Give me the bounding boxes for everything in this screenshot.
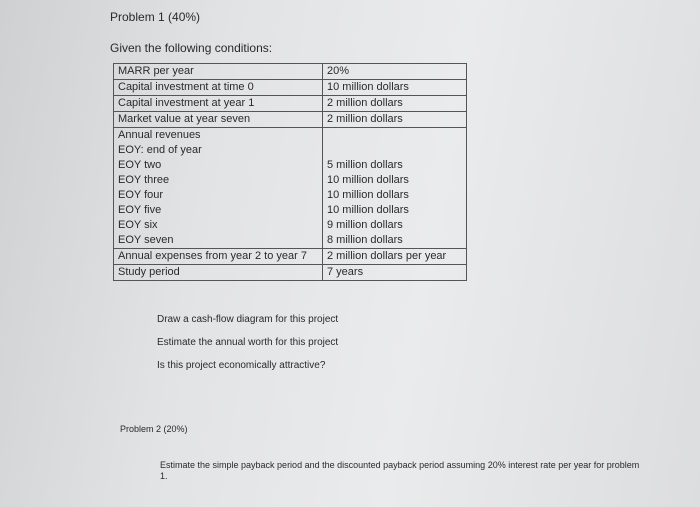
problem1-title: Problem 1 (40%) bbox=[110, 10, 201, 24]
row-value: 2 million dollars bbox=[323, 112, 467, 128]
revenue-label: EOY seven bbox=[118, 234, 174, 246]
revenue-value: 10 million dollars bbox=[327, 174, 409, 186]
table-row bbox=[114, 64, 467, 80]
row-label: Study period bbox=[114, 265, 323, 281]
row-label: Capital investment at time 0 bbox=[114, 80, 323, 96]
revenue-value: 10 million dollars bbox=[327, 204, 409, 216]
conditions-table bbox=[113, 63, 467, 281]
revenue-value bbox=[327, 143, 462, 158]
table-row bbox=[114, 265, 467, 281]
revenue-values bbox=[323, 128, 467, 249]
row-value: 20% bbox=[323, 64, 467, 80]
revenue-label: EOY: end of year bbox=[118, 144, 202, 156]
question-item: Estimate the annual worth for this project bbox=[157, 337, 339, 348]
revenue-value: 10 million dollars bbox=[327, 189, 409, 201]
row-value: 2 million dollars per year bbox=[323, 249, 467, 265]
problem2-text: Estimate the simple payback period and the discounted payback period assuming 20% interest rate per year for problem 1. bbox=[160, 460, 640, 481]
row-value: 10 million dollars bbox=[323, 80, 467, 96]
revenue-value: 8 million dollars bbox=[327, 234, 403, 246]
problem2-title: Problem 2 (20%) bbox=[120, 424, 188, 434]
row-value: 7 years bbox=[323, 265, 467, 281]
row-label: Market value at year seven bbox=[114, 112, 323, 128]
row-label: Annual expenses from year 2 to year 7 bbox=[114, 249, 323, 265]
table-row bbox=[114, 80, 467, 96]
revenue-label: EOY three bbox=[118, 174, 170, 186]
revenue-value: 9 million dollars bbox=[327, 219, 403, 231]
revenue-label: EOY four bbox=[118, 189, 164, 201]
given-label: Given the following conditions: bbox=[110, 41, 273, 55]
question-item: Draw a cash-flow diagram for this project bbox=[157, 314, 339, 325]
table-row bbox=[114, 112, 467, 128]
revenue-label: EOY two bbox=[118, 159, 162, 171]
table-row-revenues bbox=[114, 128, 467, 249]
row-label: Capital investment at year 1 bbox=[114, 96, 323, 112]
row-label: MARR per year bbox=[114, 64, 323, 80]
revenue-value bbox=[327, 128, 462, 143]
revenue-value: 5 million dollars bbox=[327, 159, 403, 171]
revenue-labels bbox=[114, 128, 323, 249]
revenue-label: Annual revenues bbox=[118, 129, 201, 141]
table-row bbox=[114, 96, 467, 112]
row-value: 2 million dollars bbox=[323, 96, 467, 112]
revenue-label: EOY five bbox=[118, 204, 162, 216]
revenue-label: EOY six bbox=[118, 219, 158, 231]
question-item: Is this project economically attractive? bbox=[157, 360, 326, 371]
table-row bbox=[114, 249, 467, 265]
